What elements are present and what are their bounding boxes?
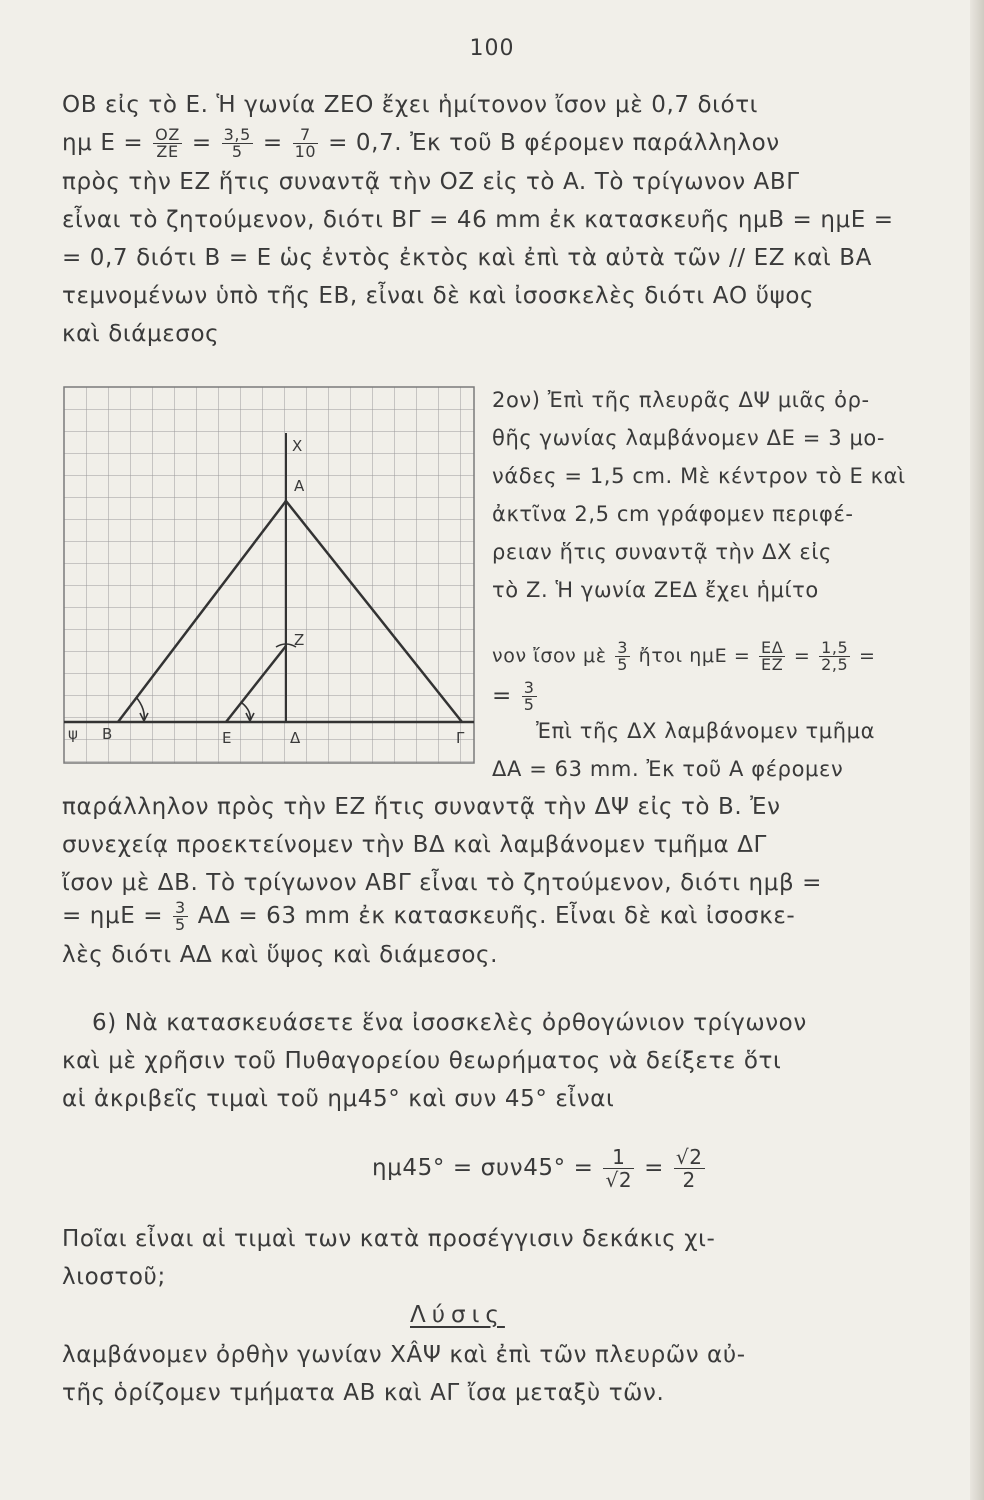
text-line: θῆς γωνίας λαμβάνομεν ΔΕ = 3 μο- — [492, 426, 886, 450]
fraction-numerator: 1,5 — [821, 638, 849, 657]
text: = — [793, 645, 811, 667]
text-line: OB εἰς τὸ E. Ἡ γωνία ZEO ἔχει ἡμίτονον ἴσον μὲ 0,7 διότι — [62, 92, 759, 118]
fraction-denominator: 10 — [294, 142, 317, 161]
fraction-numerator: 7 — [293, 127, 319, 144]
text-line: τεμνομένων ὑπὸ τῆς ΕΒ, εἶναι δὲ καὶ ἰσοσκελὲς διότι ΑΟ ὕψος — [62, 283, 815, 309]
text-line-fraction — [492, 640, 876, 673]
solution-line: τῆς ὁρίζομεν τμήματα ΑΒ καὶ ΑΓ ἴσα μεταξὺ τῶν. — [62, 1380, 665, 1406]
label-e: E — [222, 729, 232, 747]
text-line-fraction — [492, 680, 539, 713]
text-line: νάδες = 1,5 cm. Μὲ κέντρον τὸ Ε καὶ — [492, 464, 906, 488]
text-line: = 0,7 διότι Β = Ε ὡς ἐντὸς ἐκτὸς καὶ ἐπὶ τὰ αὐτὰ τῶν // EZ καὶ ΒΑ — [62, 245, 872, 271]
fraction-denominator: √2 — [605, 1168, 633, 1192]
text-line: 2ον) Ἐπὶ τῆς πλευρᾶς ΔΨ μιᾶς ὀρ- — [492, 388, 870, 412]
fraction-denominator: 2 — [682, 1168, 696, 1192]
text-line: ΔΑ = 63 mm. Ἐκ τοῦ Α φέρομεν — [492, 757, 844, 781]
question-line: Ποῖαι εἶναι αἱ τιμαὶ των κατὰ προσέγγισιν δεκάκις χι- — [62, 1226, 716, 1252]
text: ημ E = — [62, 130, 144, 156]
formula-line — [372, 1146, 707, 1191]
fraction — [615, 640, 630, 673]
text: = ημΕ = — [62, 903, 164, 929]
label-x: X — [292, 437, 303, 455]
label-a: A — [294, 477, 305, 495]
text-line: ρειαν ἥτις συναντᾷ τὴν ΔΧ εἰς — [492, 540, 832, 564]
solution-line: λαμβάνομεν ὀρθὴν γωνίαν ΧÂΨ καὶ ἐπὶ τῶν πλευρῶν αὐ- — [62, 1342, 746, 1368]
fraction-numerator: 3,5 — [223, 125, 251, 144]
text-line: συνεχείᾳ προεκτείνομεν τὴν ΒΔ καὶ λαμβάνομεν τμῆμα ΔΓ — [62, 832, 767, 858]
label-delta: Δ — [290, 729, 301, 747]
geometry-figure — [62, 385, 480, 767]
fraction-denominator: 5 — [175, 915, 186, 934]
fraction — [293, 127, 319, 160]
text: ΑΔ = 63 mm ἐκ κατασκευῆς. Εἶναι δὲ καὶ ἰσοσκε- — [197, 903, 796, 929]
problem-line: αἱ ἀκριβεῖς τιμαὶ τοῦ ημ45° καὶ συν 45° εἶναι — [62, 1086, 615, 1112]
fraction — [522, 680, 537, 713]
label-b: B — [102, 725, 113, 743]
page-edge — [970, 0, 984, 1500]
page-number: 100 — [469, 36, 515, 61]
text-line: παράλληλον πρὸς τὴν ΕΖ ἥτις συναντᾷ τὴν ΔΨ εἰς τὸ Β. Ἐν — [62, 794, 781, 820]
text: = — [644, 1155, 664, 1181]
text-line: καὶ διάμεσος — [62, 321, 220, 347]
fraction-denominator: 5 — [231, 142, 243, 161]
fraction-numerator: 1 — [603, 1146, 634, 1169]
text-line: Ἐπὶ τῆς ΔΧ λαμβάνομεν τμῆμα — [536, 719, 876, 743]
text: = — [191, 130, 212, 156]
grid-diagram — [62, 385, 480, 767]
fraction-denominator: ZE — [156, 142, 179, 161]
text-line: εἶναι τὸ ζητούμενον, διότι ΒΓ = 46 mm ἐκ κατασκευῆς ημΒ = ημΕ = — [62, 207, 894, 233]
label-psi: ψ — [68, 725, 78, 743]
question-line: λιοστοῦ; — [62, 1264, 166, 1290]
fraction-numerator: 3 — [617, 638, 629, 657]
fraction-denominator: 5 — [617, 655, 629, 674]
fraction-numerator: √2 — [675, 1145, 703, 1169]
fraction-numerator: 3 — [523, 678, 535, 697]
text: ἤτοι ημΕ = — [638, 645, 751, 667]
text-line-fraction — [62, 127, 780, 160]
fraction — [222, 127, 253, 160]
text: = — [492, 683, 512, 709]
text: νον ἴσον μὲ — [492, 645, 607, 667]
fraction — [153, 127, 182, 160]
problem-line: 6) Νὰ κατασκευάσετε ἕνα ἰσοσκελὲς ὀρθογώνιον τρίγωνον — [92, 1010, 807, 1036]
problem-line: καὶ μὲ χρῆσιν τοῦ Πυθαγορείου θεωρήματος νὰ δείξετε ὅτι — [62, 1048, 782, 1074]
fraction-numerator: ΕΔ — [759, 640, 785, 657]
text-line: ἀκτῖνα 2,5 cm γράφομεν περιφέ- — [492, 502, 854, 526]
label-gamma: Γ — [456, 729, 465, 747]
grid-background — [64, 387, 474, 763]
fraction-numerator: OZ — [155, 125, 180, 144]
fraction-numerator: 3 — [175, 898, 186, 917]
solution-heading: Λύσις — [410, 1302, 505, 1328]
fraction — [819, 640, 850, 673]
fraction-denominator: 2,5 — [821, 655, 849, 674]
text-line: πρὸς τὴν EZ ἥτις συναντᾷ τὴν OZ εἰς τὸ A. Τὸ τρίγωνον ΑΒΓ — [62, 169, 800, 195]
text: = — [262, 130, 283, 156]
text-line-fraction — [62, 900, 795, 933]
text: = — [858, 645, 876, 667]
fraction — [759, 640, 785, 673]
fraction-denominator: ΕΖ — [760, 655, 784, 674]
fraction — [674, 1146, 705, 1191]
text: = 0,7. Ἐκ τοῦ B φέρομεν παράλληλον — [328, 130, 780, 156]
text: ημ45° = συν45° = — [372, 1155, 594, 1181]
text-line: τὸ Z. Ἡ γωνία ZEΔ ἔχει ἡμίτο — [492, 578, 819, 602]
label-z: Z — [294, 631, 305, 649]
text-line: ἴσον μὲ ΔΒ. Τὸ τρίγωνον ΑΒΓ εἶναι τὸ ζητούμενον, διότι ημβ = — [62, 870, 823, 896]
fraction — [603, 1146, 634, 1191]
fraction-denominator: 5 — [523, 695, 535, 714]
text-line: λὲς διότι ΑΔ καὶ ὕψος καὶ διάμεσος. — [62, 942, 499, 968]
fraction — [173, 900, 188, 933]
